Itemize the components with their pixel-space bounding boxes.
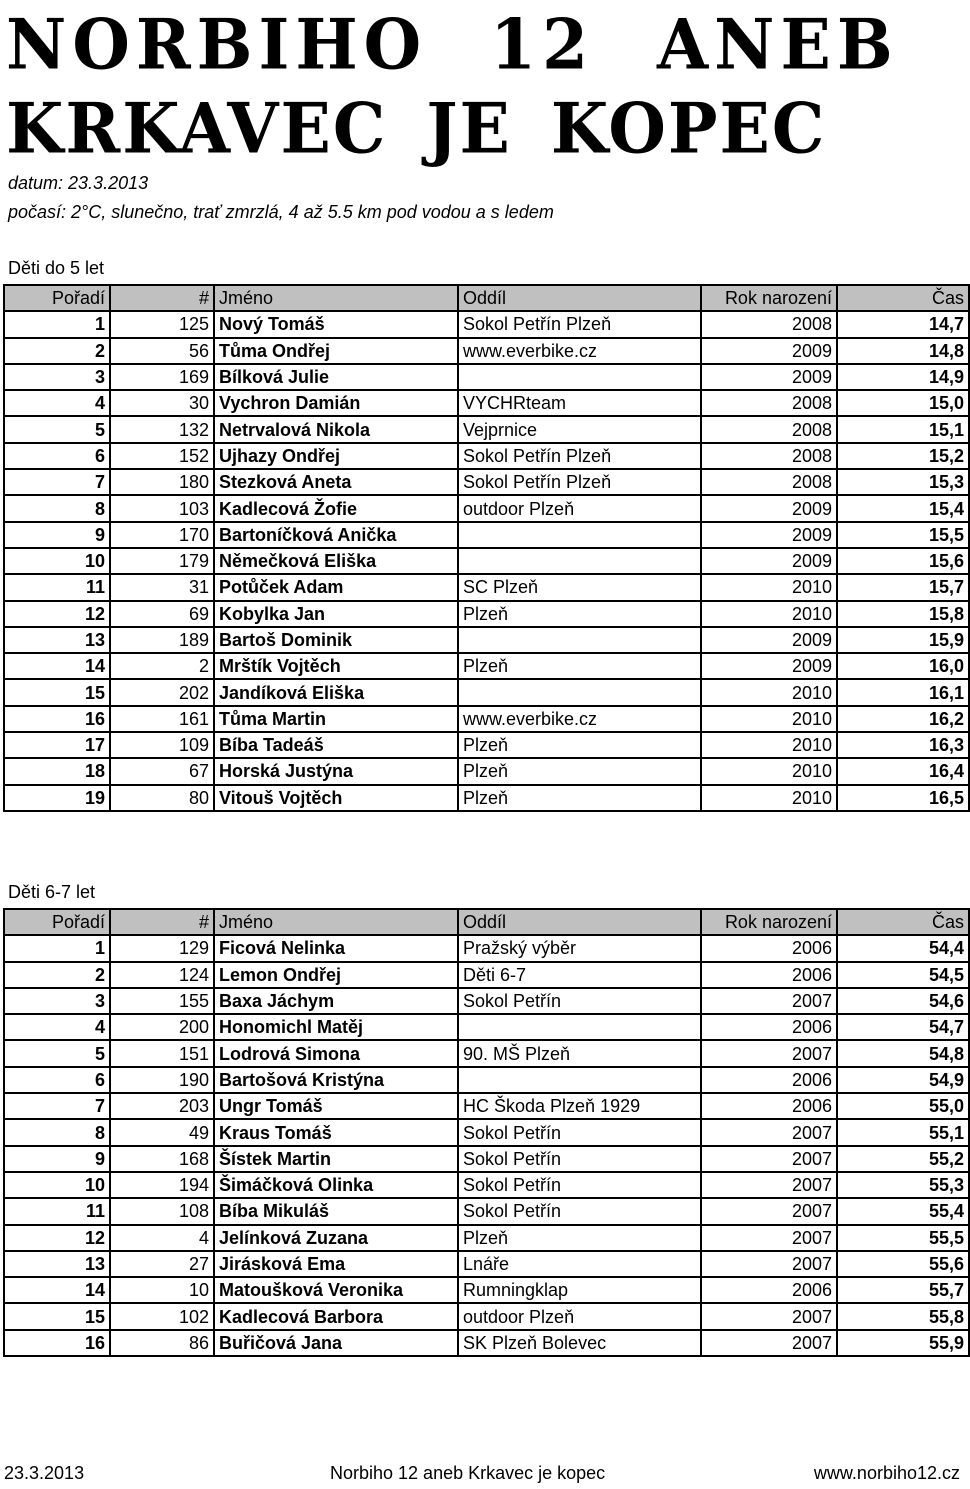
table-header-row [4,909,969,935]
birth-year-cell: 2007 [701,1146,837,1172]
bib-number-cell: 152 [110,443,214,469]
birth-year-cell: 2006 [701,1093,837,1119]
club-cell: Sokol Petřín [458,988,701,1014]
rank-cell: 15 [4,679,110,705]
rank-cell: 13 [4,627,110,653]
birth-year-cell: 2009 [701,653,837,679]
name-cell: Potůček Adam [214,574,458,600]
bib-number-cell: 30 [110,390,214,416]
table-row [4,988,969,1014]
rank-cell: 7 [4,1093,110,1119]
table-row [4,1067,969,1093]
name-cell: Kadlecová Barbora [214,1303,458,1329]
birth-year-cell: 2009 [701,495,837,521]
rank-cell: 6 [4,1067,110,1093]
table-row [4,1330,969,1356]
name-cell: Kadlecová Žofie [214,495,458,521]
section-title: Děti 6-7 let [8,882,96,902]
rank-cell: 3 [4,364,110,390]
section-title: Děti do 5 let [8,258,105,278]
time-cell: 14,7 [837,311,969,337]
birth-year-cell: 2009 [701,364,837,390]
birth-year-cell: 2007 [701,1172,837,1198]
time-cell: 15,8 [837,601,969,627]
club-cell: Rumningklap [458,1277,701,1303]
time-cell: 16,4 [837,758,969,784]
table-row [4,785,969,811]
table-row [4,443,969,469]
time-cell: 14,9 [837,364,969,390]
rank-cell: 5 [4,1040,110,1066]
club-cell [458,548,701,574]
name-cell: Horská Justýna [214,758,458,784]
club-cell [458,627,701,653]
header-birth-year: Rok narození [701,285,837,311]
club-cell: Lnáře [458,1251,701,1277]
results-table [3,908,970,1357]
club-cell: SC Plzeň [458,574,701,600]
rank-cell: 10 [4,548,110,574]
bib-number-cell: 168 [110,1146,214,1172]
name-cell: Bíba Tadeáš [214,732,458,758]
club-cell: Plzeň [458,1225,701,1251]
time-cell: 16,5 [837,785,969,811]
club-cell: Plzeň [458,601,701,627]
bib-number-cell: 161 [110,706,214,732]
club-cell: Plzeň [458,732,701,758]
bib-number-cell: 200 [110,1014,214,1040]
table-row [4,627,969,653]
table-row [4,1277,969,1303]
table-row [4,338,969,364]
rank-cell: 16 [4,706,110,732]
birth-year-cell: 2007 [701,1330,837,1356]
birth-year-cell: 2006 [701,962,837,988]
birth-year-cell: 2010 [701,601,837,627]
club-cell: Vejprnice [458,416,701,442]
time-cell: 15,6 [837,548,969,574]
bib-number-cell: 132 [110,416,214,442]
rank-cell: 1 [4,935,110,961]
time-cell: 54,5 [837,962,969,988]
birth-year-cell: 2007 [701,1119,837,1145]
name-cell: Bartoníčková Anička [214,522,458,548]
time-cell: 16,0 [837,653,969,679]
club-cell [458,679,701,705]
time-cell: 54,9 [837,1067,969,1093]
name-cell: Bíba Mikuláš [214,1198,458,1224]
club-cell: outdoor Plzeň [458,495,701,521]
name-cell: Tůma Martin [214,706,458,732]
birth-year-cell: 2009 [701,522,837,548]
name-cell: Šimáčková Olinka [214,1172,458,1198]
rank-cell: 16 [4,1330,110,1356]
birth-year-cell: 2008 [701,443,837,469]
rank-cell: 6 [4,443,110,469]
rank-cell: 8 [4,1119,110,1145]
table-row [4,732,969,758]
rank-cell: 7 [4,469,110,495]
time-cell: 15,9 [837,627,969,653]
table-row [4,495,969,521]
header-rank: Pořadí [4,909,110,935]
time-cell: 55,9 [837,1330,969,1356]
rank-cell: 19 [4,785,110,811]
birth-year-cell: 2010 [701,706,837,732]
club-cell: www.everbike.cz [458,338,701,364]
rank-cell: 12 [4,1225,110,1251]
header-name: Jméno [214,285,458,311]
footer-event-name: Norbiho 12 aneb Krkavec je kopec [330,1463,606,1483]
club-cell: Sokol Petřín Plzeň [458,443,701,469]
table-row [4,935,969,961]
time-cell: 55,0 [837,1093,969,1119]
footer-website: www.norbiho12.cz [813,1463,960,1483]
name-cell: Němečková Eliška [214,548,458,574]
table-row [4,1146,969,1172]
results-table [3,284,970,812]
bib-number-cell: 27 [110,1251,214,1277]
table-row [4,311,969,337]
time-cell: 15,0 [837,390,969,416]
table-row [4,574,969,600]
name-cell: Vitouš Vojtěch [214,785,458,811]
time-cell: 55,4 [837,1198,969,1224]
table-row [4,1303,969,1329]
time-cell: 55,8 [837,1303,969,1329]
bib-number-cell: 155 [110,988,214,1014]
bib-number-cell: 190 [110,1067,214,1093]
table-row [4,706,969,732]
table-row [4,469,969,495]
bib-number-cell: 180 [110,469,214,495]
bib-number-cell: 10 [110,1277,214,1303]
page-footer [4,1463,960,1487]
header-time: Čas [837,909,969,935]
time-cell: 15,2 [837,443,969,469]
rank-cell: 8 [4,495,110,521]
header-name: Jméno [214,909,458,935]
club-cell: Sokol Petřín [458,1172,701,1198]
bib-number-cell: 170 [110,522,214,548]
time-cell: 15,5 [837,522,969,548]
header-rank: Pořadí [4,285,110,311]
rank-cell: 13 [4,1251,110,1277]
bib-number-cell: 69 [110,601,214,627]
rank-cell: 14 [4,1277,110,1303]
bib-number-cell: 2 [110,653,214,679]
table-row [4,1040,969,1066]
table-row [4,1093,969,1119]
table-row [4,1014,969,1040]
birth-year-cell: 2010 [701,785,837,811]
club-cell [458,1067,701,1093]
rank-cell: 18 [4,758,110,784]
name-cell: Jirásková Ema [214,1251,458,1277]
table-row [4,1251,969,1277]
rank-cell: 12 [4,601,110,627]
club-cell: www.everbike.cz [458,706,701,732]
rank-cell: 11 [4,574,110,600]
table-row [4,548,969,574]
birth-year-cell: 2007 [701,1251,837,1277]
club-cell: Sokol Petřín [458,1198,701,1224]
table-row [4,962,969,988]
name-cell: Lodrová Simona [214,1040,458,1066]
name-cell: Kobylka Jan [214,601,458,627]
table-row [4,1172,969,1198]
name-cell: Bartoš Dominik [214,627,458,653]
birth-year-cell: 2008 [701,416,837,442]
name-cell: Mrštík Vojtěch [214,653,458,679]
bib-number-cell: 67 [110,758,214,784]
club-cell [458,364,701,390]
birth-year-cell: 2009 [701,548,837,574]
title-line-1: NORBIHO 12 ANEB [6,3,899,86]
birth-year-cell: 2007 [701,1198,837,1224]
bib-number-cell: 31 [110,574,214,600]
race-date: datum: 23.3.2013 [8,173,149,193]
table-header-row [4,285,969,311]
table-row [4,1225,969,1251]
rank-cell: 4 [4,390,110,416]
birth-year-cell: 2008 [701,311,837,337]
club-cell [458,522,701,548]
time-cell: 55,1 [837,1119,969,1145]
bib-number-cell: 86 [110,1330,214,1356]
birth-year-cell: 2009 [701,627,837,653]
birth-year-cell: 2007 [701,988,837,1014]
header-bib-number: # [110,285,214,311]
time-cell: 55,6 [837,1251,969,1277]
header-club: Oddíl [458,285,701,311]
time-cell: 15,7 [837,574,969,600]
page-title [6,0,926,170]
rank-cell: 5 [4,416,110,442]
birth-year-cell: 2006 [701,1014,837,1040]
time-cell: 54,6 [837,988,969,1014]
name-cell: Lemon Ondřej [214,962,458,988]
bib-number-cell: 108 [110,1198,214,1224]
footer-date: 23.3.2013 [4,1463,85,1483]
birth-year-cell: 2008 [701,390,837,416]
club-cell: outdoor Plzeň [458,1303,701,1329]
club-cell: Děti 6-7 [458,962,701,988]
name-cell: Ficová Nelinka [214,935,458,961]
club-cell: Plzeň [458,758,701,784]
rank-cell: 3 [4,988,110,1014]
birth-year-cell: 2008 [701,469,837,495]
bib-number-cell: 169 [110,364,214,390]
name-cell: Jandíková Eliška [214,679,458,705]
name-cell: Bílková Julie [214,364,458,390]
bib-number-cell: 151 [110,1040,214,1066]
table-row [4,679,969,705]
bib-number-cell: 125 [110,311,214,337]
name-cell: Bartošová Kristýna [214,1067,458,1093]
table-row [4,1119,969,1145]
time-cell: 15,3 [837,469,969,495]
bib-number-cell: 179 [110,548,214,574]
bib-number-cell: 202 [110,679,214,705]
bib-number-cell: 189 [110,627,214,653]
rank-cell: 9 [4,1146,110,1172]
bib-number-cell: 4 [110,1225,214,1251]
name-cell: Stezková Aneta [214,469,458,495]
time-cell: 16,3 [837,732,969,758]
time-cell: 54,8 [837,1040,969,1066]
time-cell: 55,5 [837,1225,969,1251]
time-cell: 54,7 [837,1014,969,1040]
bib-number-cell: 102 [110,1303,214,1329]
birth-year-cell: 2006 [701,1277,837,1303]
birth-year-cell: 2007 [701,1040,837,1066]
birth-year-cell: 2006 [701,935,837,961]
birth-year-cell: 2007 [701,1225,837,1251]
bib-number-cell: 49 [110,1119,214,1145]
time-cell: 54,4 [837,935,969,961]
table-row [4,522,969,548]
bib-number-cell: 103 [110,495,214,521]
table-row [4,653,969,679]
birth-year-cell: 2010 [701,758,837,784]
name-cell: Netrvalová Nikola [214,416,458,442]
club-cell: VYCHRteam [458,390,701,416]
time-cell: 16,1 [837,679,969,705]
club-cell: Plzeň [458,653,701,679]
bib-number-cell: 124 [110,962,214,988]
name-cell: Nový Tomáš [214,311,458,337]
header-time: Čas [837,285,969,311]
name-cell: Kraus Tomáš [214,1119,458,1145]
bib-number-cell: 80 [110,785,214,811]
header-club: Oddíl [458,909,701,935]
club-cell: Pražský výběr [458,935,701,961]
bib-number-cell: 194 [110,1172,214,1198]
table-row [4,390,969,416]
weather-note: počasí: 2°C, slunečno, trať zmrzlá, 4 až 5.5 km pod vodou a s ledem [8,202,554,222]
rank-cell: 2 [4,962,110,988]
title-line-2: KRKAVEC JE KOPEC [6,87,827,170]
rank-cell: 15 [4,1303,110,1329]
time-cell: 55,3 [837,1172,969,1198]
bib-number-cell: 56 [110,338,214,364]
time-cell: 15,4 [837,495,969,521]
birth-year-cell: 2006 [701,1067,837,1093]
name-cell: Buřičová Jana [214,1330,458,1356]
name-cell: Jelínková Zuzana [214,1225,458,1251]
rank-cell: 2 [4,338,110,364]
name-cell: Vychron Damián [214,390,458,416]
rank-cell: 10 [4,1172,110,1198]
name-cell: Tůma Ondřej [214,338,458,364]
time-cell: 14,8 [837,338,969,364]
table-row [4,1198,969,1224]
club-cell: Plzeň [458,785,701,811]
birth-year-cell: 2010 [701,732,837,758]
name-cell: Šístek Martin [214,1146,458,1172]
club-cell: Sokol Petřín Plzeň [458,469,701,495]
birth-year-cell: 2010 [701,679,837,705]
birth-year-cell: 2010 [701,574,837,600]
rank-cell: 1 [4,311,110,337]
club-cell: Sokol Petřín [458,1146,701,1172]
rank-cell: 17 [4,732,110,758]
club-cell [458,1014,701,1040]
birth-year-cell: 2009 [701,338,837,364]
club-cell: SK Plzeň Bolevec [458,1330,701,1356]
header-birth-year: Rok narození [701,909,837,935]
club-cell: HC Škoda Plzeň 1929 [458,1093,701,1119]
time-cell: 15,1 [837,416,969,442]
bib-number-cell: 203 [110,1093,214,1119]
birth-year-cell: 2007 [701,1303,837,1329]
rank-cell: 11 [4,1198,110,1224]
time-cell: 16,2 [837,706,969,732]
table-row [4,601,969,627]
table-row [4,758,969,784]
name-cell: Ungr Tomáš [214,1093,458,1119]
bib-number-cell: 109 [110,732,214,758]
header-bib-number: # [110,909,214,935]
time-cell: 55,7 [837,1277,969,1303]
rank-cell: 4 [4,1014,110,1040]
name-cell: Ujhazy Ondřej [214,443,458,469]
table-row [4,416,969,442]
name-cell: Matoušková Veronika [214,1277,458,1303]
club-cell: 90. MŠ Plzeň [458,1040,701,1066]
club-cell: Sokol Petřín [458,1119,701,1145]
bib-number-cell: 129 [110,935,214,961]
table-row [4,364,969,390]
name-cell: Baxa Jáchym [214,988,458,1014]
rank-cell: 9 [4,522,110,548]
club-cell: Sokol Petřín Plzeň [458,311,701,337]
name-cell: Honomichl Matěj [214,1014,458,1040]
time-cell: 55,2 [837,1146,969,1172]
rank-cell: 14 [4,653,110,679]
